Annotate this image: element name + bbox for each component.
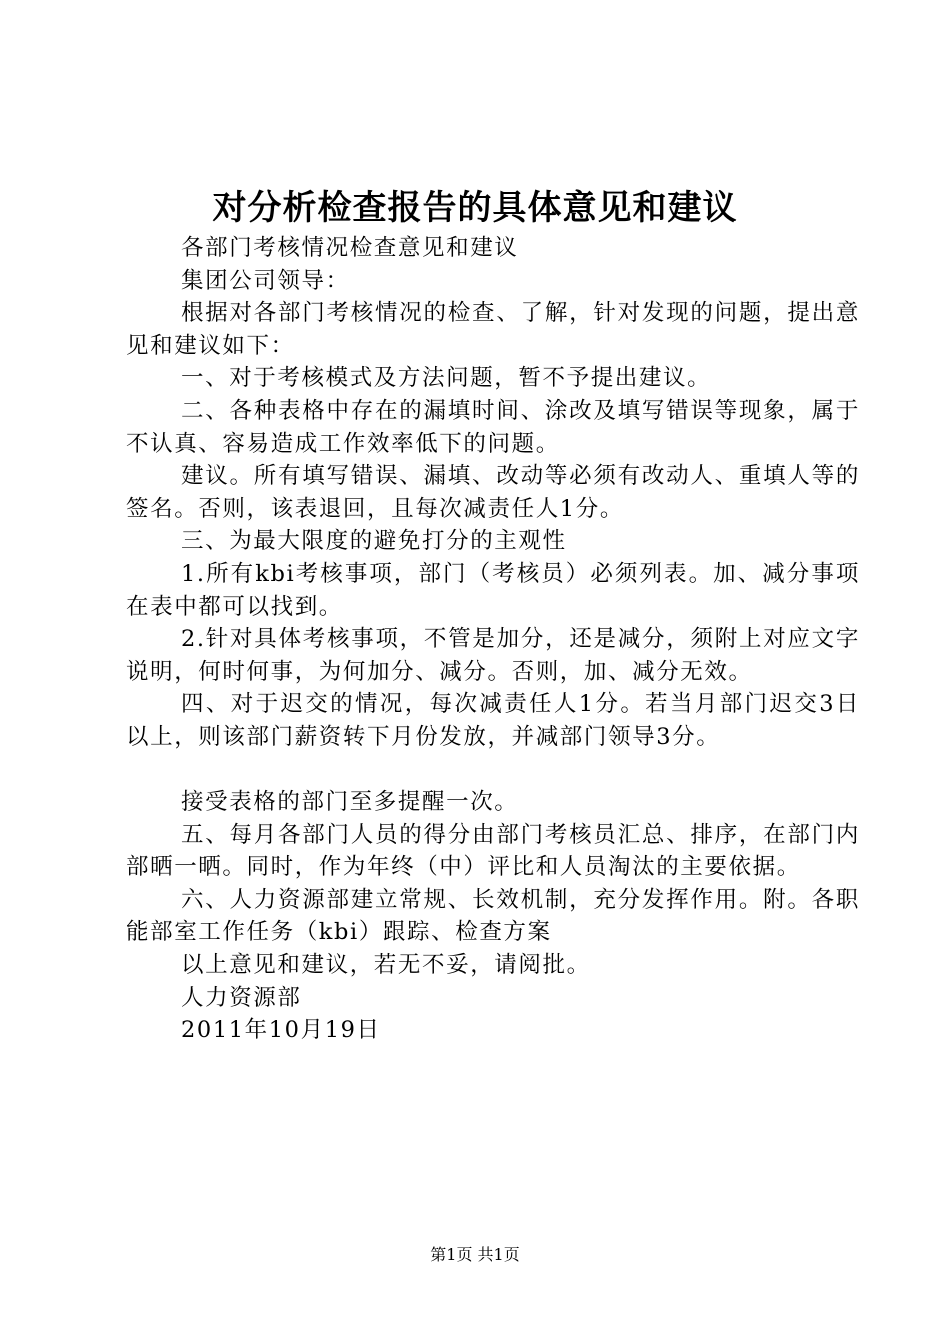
blank-line [126,754,860,787]
paragraph-intro: 根据对各部门考核情况的检查、了解，针对发现的问题，提出意见和建议如下： [126,300,860,359]
paragraph-item-3-1: 1.所有kbi考核事项，部门（考核员）必须列表。加、减分事项在表中都可以找到。 [126,560,860,620]
signature-date: 2011年10月19日 [181,1017,381,1044]
page-footer: 第1页 共1页 [430,1245,520,1264]
paragraph-item-3: 三、为最大限度的避免打分的主观性 [181,528,567,555]
document-body [126,232,860,1047]
paragraph-closing: 以上意见和建议，若无不妥，请阅批。 [181,952,591,979]
paragraph-salutation: 集团公司领导： [181,267,350,294]
signature-department: 人力资源部 [181,984,302,1011]
paragraph-item-6: 六、人力资源部建立常规、长效机制，充分发挥作用。附。各职能部室工作任务（kbi）跟踪、检查方案 [126,886,860,946]
paragraph-item-4: 四、对于迟交的情况，每次减责任人1分。若当月部门迟交3日以上，则该部门薪资转下月份发放，并减部门领导3分。 [126,691,860,750]
paragraph-subject: 各部门考核情况检查意见和建议 [181,235,519,261]
paragraph-suggestion: 建议。所有填写错误、漏填、改动等必须有改动人、重填人等的签名。否则，该表退回，且每次减责任人1分。 [126,463,860,522]
document-title: 对分析检查报告的具体意见和建议 [212,188,738,228]
paragraph-item-1: 一、对于考核模式及方法问题，暂不予提出建议。 [181,365,712,392]
paragraph-item-2: 二、各种表格中存在的漏填时间、涂改及填写错误等现象，属于不认真、容易造成工作效率低下的问题。 [126,397,860,457]
paragraph-item-3-2: 2.针对具体考核事项，不管是加分，还是减分，须附上对应文字说明，何时何事，为何加分、减分。否则，加、减分无效。 [126,626,860,685]
paragraph-reminder: 接受表格的部门至多提醒一次。 [181,789,519,816]
paragraph-item-5: 五、每月各部门人员的得分由部门考核员汇总、排序，在部门内部晒一晒。同时，作为年终（中）评比和人员淘汰的主要依据。 [126,821,860,881]
